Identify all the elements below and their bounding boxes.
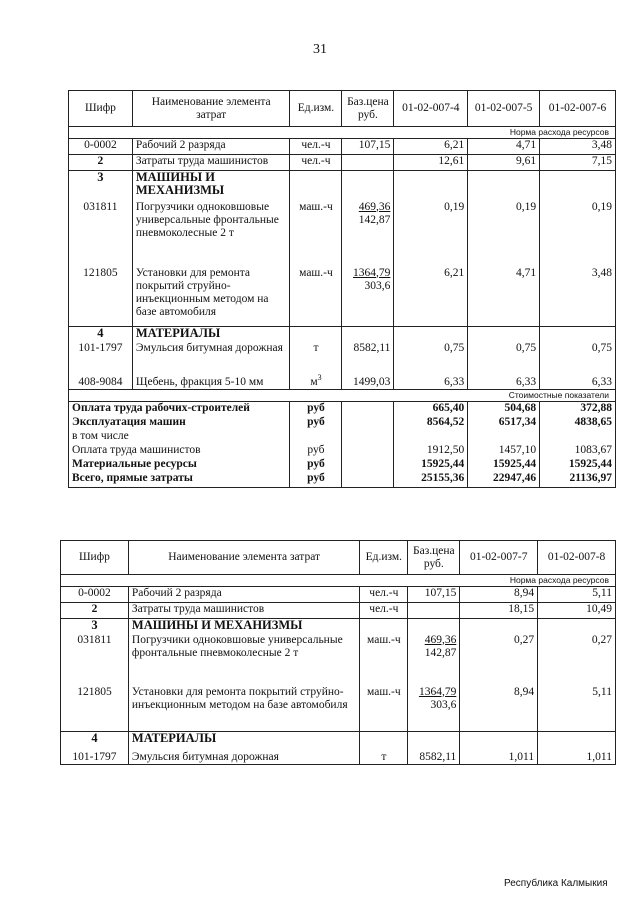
row-price: 107,15 — [408, 587, 460, 603]
cost-v1: 8564,52 — [394, 416, 468, 430]
cost-v2: 1457,10 — [468, 444, 540, 458]
row-unit: маш.-ч — [290, 201, 342, 267]
row-v2: 0,75 — [468, 342, 540, 370]
table-row — [69, 155, 616, 171]
cost-name: Материальные ресурсы — [69, 458, 290, 472]
row-v2: 9,61 — [468, 155, 540, 171]
cost-v2: 15925,44 — [468, 458, 540, 472]
section-title: МАТЕРИАЛЫ — [132, 327, 290, 342]
row-code: 121805 — [69, 267, 133, 327]
row-price — [342, 155, 394, 171]
row-v1: 12,61 — [394, 155, 468, 171]
row-price — [342, 201, 394, 267]
row-name: Затраты труда машинистов — [128, 603, 359, 619]
row-v3: 3,48 — [540, 139, 616, 155]
table-row — [69, 139, 616, 155]
table-row — [61, 686, 616, 732]
row-v2: 0,19 — [468, 201, 540, 267]
row-code: 101-1797 — [69, 342, 133, 370]
row-name: Рабочий 2 разряда — [128, 587, 359, 603]
row-code: 0-0002 — [69, 139, 133, 155]
row-code: 121805 — [61, 686, 129, 732]
cost-v2: 22947,46 — [468, 472, 540, 488]
cost-row — [69, 416, 616, 430]
row-price — [342, 267, 394, 327]
table-row — [69, 370, 616, 390]
row-price — [408, 686, 460, 732]
row-unit: чел.-ч — [290, 139, 342, 155]
cost-v1: 25155,36 — [394, 472, 468, 488]
row-v1: 6,21 — [394, 139, 468, 155]
cost-unit: руб — [290, 472, 342, 488]
footer-region: Республика Калмыкия — [504, 878, 608, 889]
row-name: Рабочий 2 разряда — [132, 139, 290, 155]
cost-v1: 1912,50 — [394, 444, 468, 458]
cost-row — [69, 472, 616, 488]
header-col3: 01-02-007-6 — [540, 91, 616, 127]
row-v2: 4,71 — [468, 267, 540, 327]
row-code: 2 — [61, 603, 129, 619]
header-unit: Ед.изм. — [360, 541, 408, 575]
cost-unit: руб — [290, 444, 342, 458]
row-unit: маш.-ч — [360, 634, 408, 686]
row-price — [408, 603, 460, 619]
norm-label: Норма расхода ресурсов — [69, 127, 616, 139]
row-name: Установки для ремонта покрытий струйно-инъекционным методом на базе автомобиля — [128, 686, 359, 732]
header-row — [61, 541, 616, 575]
cost-name: в том числе — [69, 430, 290, 444]
row-code: 031811 — [69, 201, 133, 267]
row-v1: 8,94 — [460, 587, 538, 603]
cost-unit: руб — [290, 458, 342, 472]
cost-row — [69, 444, 616, 458]
row-v2: 4,71 — [468, 139, 540, 155]
cost-name: Всего, прямые затраты — [69, 472, 290, 488]
row-v1: 6,33 — [394, 370, 468, 390]
cost-v3: 372,88 — [540, 402, 616, 416]
table-row — [61, 634, 616, 686]
price-main: 469,36 — [358, 200, 391, 213]
resource-table-1 — [68, 90, 616, 488]
row-price: 8582,11 — [408, 747, 460, 765]
row-unit: чел.-ч — [360, 603, 408, 619]
row-v2: 1,011 — [538, 747, 616, 765]
row-name: Погрузчики одноковшовые универсальные фронтальные пневмоколесные 2 т — [132, 201, 290, 267]
header-unit: Ед.изм. — [290, 91, 342, 127]
section-number: 4 — [61, 732, 129, 747]
row-unit: $м^3$ — [290, 370, 342, 390]
row-price: 8582,11 — [342, 342, 394, 370]
cost-v1: 15925,44 — [394, 458, 468, 472]
section-row — [61, 732, 616, 747]
table-row — [69, 201, 616, 267]
row-v1: 0,75 — [394, 342, 468, 370]
row-v1: 18,15 — [460, 603, 538, 619]
price-secondary: 142,87 — [358, 213, 391, 226]
cost-v3: 15925,44 — [540, 458, 616, 472]
header-col1: 01-02-007-4 — [394, 91, 468, 127]
row-v1: 1,011 — [460, 747, 538, 765]
cost-v3: 4838,65 — [540, 416, 616, 430]
row-v1: 8,94 — [460, 686, 538, 732]
norm-label: Норма расхода ресурсов — [61, 575, 616, 587]
price-secondary: 303,6 — [364, 279, 391, 292]
row-v2: 6,33 — [468, 370, 540, 390]
row-v2: 5,11 — [538, 686, 616, 732]
header-row — [69, 91, 616, 127]
cost-label: Стоимостные показатели — [69, 390, 616, 402]
table-row — [69, 267, 616, 327]
table-row — [61, 747, 616, 765]
header-price: Баз.цена руб. — [342, 91, 394, 127]
row-v1: 0,19 — [394, 201, 468, 267]
row-v2: 10,49 — [538, 603, 616, 619]
row-name: Установки для ремонта покрытий струйно-инъекционным методом на базе автомобиля — [132, 267, 290, 327]
row-unit: маш.-ч — [360, 686, 408, 732]
row-v2: 5,11 — [538, 587, 616, 603]
row-v3: 3,48 — [540, 267, 616, 327]
section-number: 4 — [69, 327, 133, 342]
price-main: 469,36 — [424, 633, 457, 646]
cost-v2: 6517,34 — [468, 416, 540, 430]
header-price: Баз.цена руб. — [408, 541, 460, 575]
row-name: Щебень, фракция 5-10 мм — [132, 370, 290, 390]
row-unit: чел.-ч — [290, 155, 342, 171]
row-name: Погрузчики одноковшовые универсальные фронтальные пневмоколесные 2 т — [128, 634, 359, 686]
cost-row — [69, 458, 616, 472]
table-row — [61, 587, 616, 603]
row-code: 0-0002 — [61, 587, 129, 603]
cost-v3: 21136,97 — [540, 472, 616, 488]
price-secondary: 303,6 — [430, 698, 457, 711]
cost-v3: 1083,67 — [540, 444, 616, 458]
row-price: 107,15 — [342, 139, 394, 155]
row-code: 101-1797 — [61, 747, 129, 765]
section-row — [69, 171, 616, 201]
section-row — [61, 619, 616, 634]
row-v3: 7,15 — [540, 155, 616, 171]
cost-unit: руб — [290, 402, 342, 416]
header-col2: 01-02-007-5 — [468, 91, 540, 127]
header-code: Шифр — [61, 541, 129, 575]
section-number: 3 — [69, 171, 133, 201]
section-title: МАШИНЫ И МЕХАНИЗМЫ — [132, 171, 290, 201]
section-number: 3 — [61, 619, 129, 634]
header-name: Наименование элемента затрат — [132, 91, 290, 127]
cost-v2: 504,68 — [468, 402, 540, 416]
section-title: МАТЕРИАЛЫ — [128, 732, 359, 747]
row-v1: 0,27 — [460, 634, 538, 686]
row-price — [408, 634, 460, 686]
price-main: 1364,79 — [353, 266, 391, 279]
price-secondary: 142,87 — [424, 646, 457, 659]
cost-unit: руб — [290, 416, 342, 430]
row-code: 2 — [69, 155, 133, 171]
header-name: Наименование элемента затрат — [128, 541, 359, 575]
header-code: Шифр — [69, 91, 133, 127]
row-v1: 6,21 — [394, 267, 468, 327]
cost-name: Оплата труда рабочих-строителей — [69, 402, 290, 416]
row-price: 1499,03 — [342, 370, 394, 390]
header-col2: 01-02-007-8 — [538, 541, 616, 575]
row-unit: т — [290, 342, 342, 370]
row-unit: т — [360, 747, 408, 765]
row-name: Эмульсия битумная дорожная — [132, 342, 290, 370]
row-unit: маш.-ч — [290, 267, 342, 327]
row-code: 031811 — [61, 634, 129, 686]
section-title: МАШИНЫ И МЕХАНИЗМЫ — [128, 619, 359, 634]
cost-row — [69, 402, 616, 416]
page-number: 31 — [313, 42, 327, 57]
row-v3: 0,75 — [540, 342, 616, 370]
row-name: Эмульсия битумная дорожная — [128, 747, 359, 765]
section-row — [69, 327, 616, 342]
row-unit: чел.-ч — [360, 587, 408, 603]
table-row — [69, 342, 616, 370]
cost-name: Оплата труда машинистов — [69, 444, 290, 458]
cost-v1: 665,40 — [394, 402, 468, 416]
row-v3: 6,33 — [540, 370, 616, 390]
row-name: Затраты труда машинистов — [132, 155, 290, 171]
header-col1: 01-02-007-7 — [460, 541, 538, 575]
row-code: 408-9084 — [69, 370, 133, 390]
price-main: 1364,79 — [418, 685, 457, 698]
row-v2: 0,27 — [538, 634, 616, 686]
row-v3: 0,19 — [540, 201, 616, 267]
cost-name: Эксплуатация машин — [69, 416, 290, 430]
cost-row — [69, 430, 616, 444]
table-row — [61, 603, 616, 619]
resource-table-2 — [60, 540, 616, 765]
